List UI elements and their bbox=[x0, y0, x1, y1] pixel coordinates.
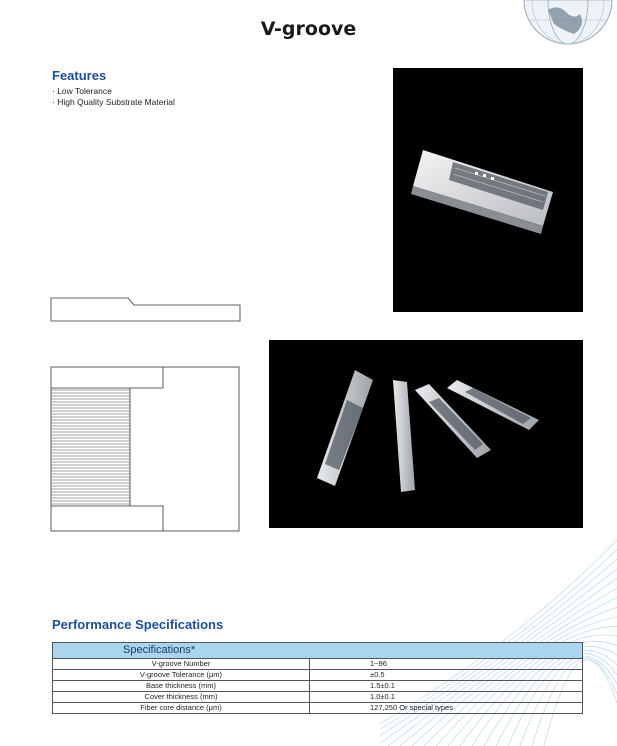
spec-value: ±0.5 bbox=[310, 670, 583, 681]
feature-item: · High Quality Substrate Material bbox=[52, 97, 175, 108]
spec-value: 1.0±0.1 bbox=[310, 692, 583, 703]
table-row bbox=[53, 703, 583, 714]
vgroove-photo-single bbox=[393, 68, 583, 312]
page-title: V-groove bbox=[260, 18, 357, 40]
spec-value: 1.5±0.1 bbox=[310, 681, 583, 692]
feature-item: · Low Tolerance bbox=[52, 86, 175, 97]
spec-table bbox=[52, 642, 583, 714]
spec-param: V-groove Tolerance (μm) bbox=[53, 670, 310, 681]
performance-heading: Performance Specifications bbox=[52, 617, 224, 632]
spec-param: Fiber core distance (μm) bbox=[53, 703, 310, 714]
table-row bbox=[53, 681, 583, 692]
spec-value: 127,250 Or special types bbox=[310, 703, 583, 714]
spec-param: V-groove Number bbox=[53, 659, 310, 670]
spec-table-title: Specifications* bbox=[53, 643, 583, 659]
spec-table-header bbox=[53, 643, 583, 659]
table-row bbox=[53, 692, 583, 703]
features-list bbox=[52, 86, 175, 108]
spec-value: 1~96 bbox=[310, 659, 583, 670]
spec-param: Base thickness (mm) bbox=[53, 681, 310, 692]
spec-param: Cover thickness (mm) bbox=[53, 692, 310, 703]
top-view-drawing bbox=[50, 366, 240, 532]
table-row bbox=[53, 659, 583, 670]
table-row bbox=[53, 670, 583, 681]
side-view-drawing bbox=[50, 296, 242, 322]
features-heading: Features bbox=[52, 68, 107, 83]
